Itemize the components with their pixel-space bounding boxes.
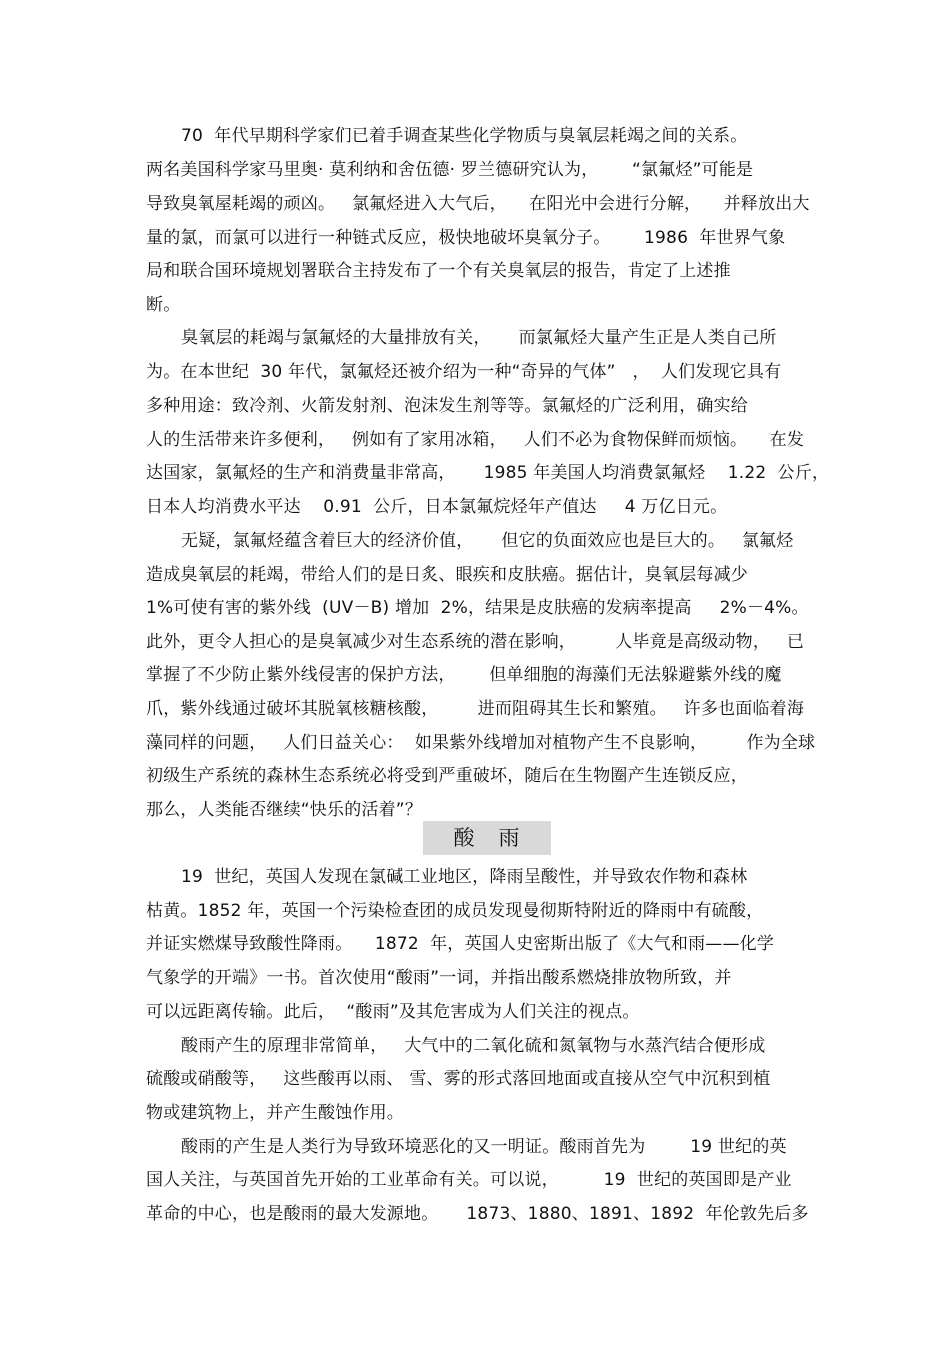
paragraph-line: 人的生活带来许多便利， 例如有了家用冰箱， 人们不必为食物保鲜而烦恼。 在发 (146, 430, 805, 450)
paragraph-line: 此外，更令人担心的是臭氧减少对生态系统的潜在影响， 人毕竟是高级动物， 已 (146, 632, 805, 652)
paragraph-line: 70 年代早期科学家们已着手调查某些化学物质与臭氧层耗竭之间的关系。 (181, 126, 748, 146)
paragraph-line: 物或建筑物上，并产生酸蚀作用。 (146, 1103, 404, 1123)
paragraph-line: 局和联合国环境规划署联合主持发布了一个有关臭氧层的报告，肯定了上述推 (146, 261, 731, 281)
paragraph-line: 爪，紫外线通过破坏其脱氧核糖核酸， 进而阻碍其生长和繁殖。 许多也面临着海 (146, 699, 805, 719)
paragraph-line: 多种用途：致冷剂、火箭发射剂、泡沫发生剂等等。氯氟烃的广泛利用，确实给 (146, 396, 748, 416)
paragraph-line: 1%可使有害的紫外线 (UV－B) 增加 2%，结果是皮肤癌的发病率提高 2%－4%。 (146, 598, 809, 618)
paragraph-line: 为。在本世纪 30 年代，氯氟烃还被介绍为一种“奇异的气体” ， 人们发现它具有 (146, 362, 782, 382)
paragraph-line: 可以远距离传输。此后， “酸雨”及其危害成为人们关注的视点。 (146, 1002, 640, 1022)
paragraph-line: 革命的中心，也是酸雨的最大发源地。 1873、1880、1891、1892 年伦敦先后多 (146, 1204, 809, 1224)
paragraph-line: 酸雨产生的原理非常简单， 大气中的二氧化硫和氮氧物与水蒸汽结合便形成 (181, 1036, 766, 1056)
paragraph-line: 断。 (146, 295, 181, 315)
paragraph-line: 无疑，氯氟烃蕴含着巨大的经济价值， 但它的负面效应也是巨大的。 氯氟烃 (181, 531, 794, 551)
paragraph-line: 造成臭氧层的耗竭，带给人们的是日炙、眼疾和皮肤癌。据估计，臭氧层每减少 (146, 565, 748, 585)
paragraph-line: 硫酸或硝酸等， 这些酸再以雨、 雪、雾的形式落回地面或直接从空气中沉积到植 (146, 1069, 771, 1089)
paragraph-line: 气象学的开端》一书。首次使用“酸雨”一词，并指出酸系燃烧排放物所致，并 (146, 968, 732, 988)
paragraph-line: 掌握了不少防止紫外线侵害的保护方法， 但单细胞的海藻们无法躲避紫外线的魔 (146, 665, 782, 685)
paragraph-line: 日本人均消费水平达 0.91 公斤，日本氯氟烷烃年产值达 4 万亿日元。 (146, 497, 728, 517)
paragraph-line: 导致臭氧屋耗竭的顽凶。 氯氟烃进入大气后， 在阳光中会进行分解， 并释放出大 (146, 194, 810, 214)
paragraph-line: 臭氧层的耗竭与氯氟烃的大量排放有关， 而氯氟烃大量产生正是人类自己所 (181, 328, 777, 348)
paragraph-line: 初级生产系统的森林生态系统必将受到严重破坏，随后在生物圈产生连锁反应， (146, 766, 748, 786)
paragraph-line: 量的氯，而氯可以进行一种链式反应，极快地破坏臭氧分子。 1986 年世界气象 (146, 228, 786, 248)
paragraph-line: 并证实燃煤导致酸性降雨。 1872 年，英国人史密斯出版了《大气和雨——化学 (146, 934, 775, 954)
paragraph-line: 酸雨的产生是人类行为导致环境恶化的又一明证。酸雨首先为 19 世纪的英 (181, 1137, 787, 1157)
paragraph-line: 藻同样的问题， 人们日益关心： 如果紫外线增加对植物产生不良影响， 作为全球 (146, 733, 816, 753)
section-heading: 酸 雨 (453, 826, 521, 850)
paragraph-line: 达国家，氯氟烃的生产和消费量非常高， 1985 年美国人均消费氯氟烃 1.22 公斤， (146, 463, 830, 483)
paragraph-line: 那么，人类能否继续“快乐的活着”？ (146, 800, 423, 820)
paragraph-line: 枯黄。1852 年，英国一个污染检查团的成员发现曼彻斯特附近的降雨中有硫酸， (146, 901, 764, 921)
paragraph-line: 两名美国科学家马里奥· 莫利纳和舍伍德· 罗兰德研究认为， “氯氟烃”可能是 (146, 160, 754, 180)
paragraph-line: 国人关注，与英国首先开始的工业革命有关。可以说， 19 世纪的英国即是产业 (146, 1170, 792, 1190)
paragraph-line: 19 世纪，英国人发现在氯碱工业地区，降雨呈酸性，并导致农作物和森林 (181, 867, 748, 887)
